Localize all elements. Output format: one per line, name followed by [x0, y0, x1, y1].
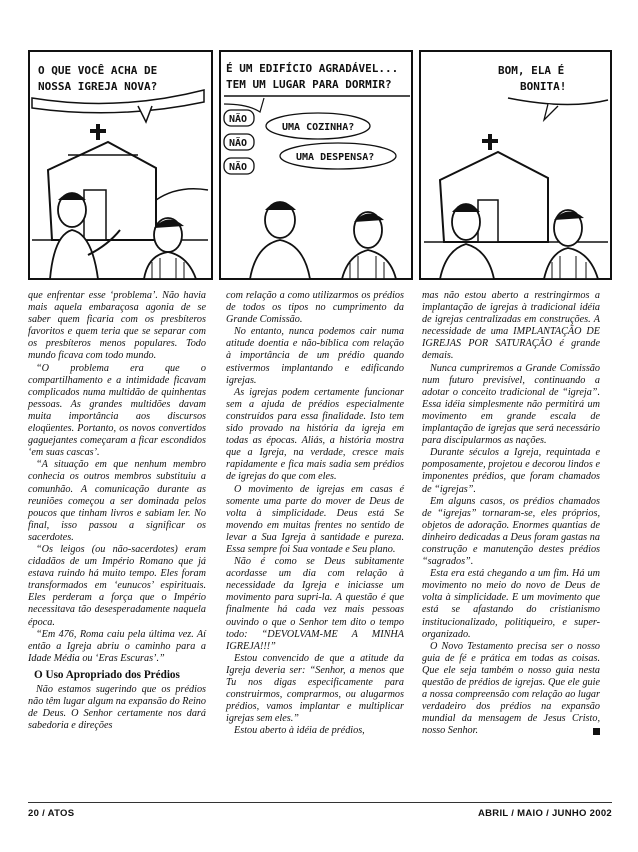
column-3-paragraph: Durante séculos a Igreja, requintada e pomposamente, projetou e decorou lindos e imponentes prédios, que foram chamados de “igrejas”. [422, 447, 600, 495]
panel-3-speech-line-1: BOM, ELA É [498, 64, 565, 77]
panel-2-answer-1: NÃO [229, 114, 248, 125]
article-column-2 [226, 290, 404, 737]
column-3-paragraph: mas não estou aberto a restringirmos a implantação de igrejas à tradicional idéia de igrejas centralizadas em construções. A necessidade de uma IMPLANTAÇÃO DE IGREJAS POR SATURAÇÃO é grande demais. [422, 290, 600, 362]
column-2-paragraph: com relação a como utilizarmos os prédios de todos os tipos no cumprimento da Grande Comissão. [226, 290, 404, 326]
column-1-paragraph: que enfrentar esse ‘problema’. Não havia mais aquela embaraçosa agonia de se saber quem ficaria com os presbíteros favoritos e quem teria que se separar com os presbíteros menos populares. Todo mundo ficava com todo mundo. [28, 290, 206, 362]
column-1-paragraph: “A situação em que nenhum membro conhecia os outros membros substituiu a comunhão. A comunicação durante as reuniões começou a ser dominada pelos poucos que tinham livros e sabiam ler. No final, isso passou a significar os sacerdotes. [28, 459, 206, 543]
panel-2-question-2: UMA DESPENSA? [296, 152, 375, 163]
footer-issue-date: ABRIL / MAIO / JUNHO 2002 [477, 808, 612, 819]
column-3-final-text: O Novo Testamento precisa ser o nosso guia de fé e prática em todas as coisas. Que ele seja também o nosso guia nesta questão de prédios de igrejas. Que ele guie a nossa compreensão com relação ao lugar verdadeiro dos prédios na expansão mundial da mensagem de Jesus Cristo, nosso Senhor. [422, 640, 600, 737]
column-2-paragraph: As igrejas podem certamente funcionar sem a ajuda de prédios especialmente construídos para essa finalidade. Isto tem sido provado na história da igreja em todas as épocas. Aliás, a história mostra que a Igreja, na verdade, cresce mais rapidamente e fica mais sadia sem prédios de igrejas do que com eles. [226, 386, 404, 483]
panel-2-speech-line-2: TEM UM LUGAR PARA DORMIR? [226, 78, 392, 91]
comic-strip [28, 50, 612, 280]
column-1-paragraph: Não estamos sugerindo que os prédios não têm lugar algum na expansão do Reino de Deus. O Senhor certamente nos dará sabedoria e direções [28, 684, 206, 732]
panel-1-speech-line-1: O QUE VOCÊ ACHA DE [38, 64, 158, 77]
column-2-paragraph: Estou convencido de que a atitude da Igreja deveria ser: “Senhor, a menos que Tu nos digas especificamente para construirmos, comprarmos, ou alugarmos prédios, vamos implantar e multiplicar igrejas sem eles.” [226, 652, 404, 725]
column-3-paragraph [422, 641, 600, 738]
column-2-paragraph: O movimento de igrejas em casas é somente uma parte do mover de Deus de volta à simplicidade. Deus está Se movendo em muitas frentes no sentido de levar a Sua Igreja à santidade e pureza. Essa sempre foi Sua vontade e Seu plano. [226, 483, 404, 555]
section-heading: O Uso Apropriado dos Prédios [34, 668, 180, 681]
panel-2-answer-2: NÃO [229, 138, 248, 149]
column-2-paragraph: Não é como se Deus subitamente acordasse um dia com relação à necessidade da Igreja e iniciasse um movimento para supri-la. A questão é que finalmente há cada vez mais pessoas ouvindo o que o Senhor tem dito o tempo todo: “DEVOLVAM-ME A MINHA IGREJA!!!” [226, 556, 404, 652]
article-column-1 [28, 290, 206, 732]
column-1-paragraph: “Em 476, Roma caiu pela última vez. Aí então a Igreja abriu o caminho para a Idade Média ou ‘Eras Escuras’.” [28, 628, 206, 664]
footer-rule [28, 802, 612, 803]
end-of-article-mark [593, 728, 600, 735]
article-column-3 [422, 290, 600, 737]
column-1-paragraph: “Os leigos (ou não-sacerdotes) eram cidadãos de um Império Romano que já estava ruindo há muito tempo. Eles foram transformados em ‘eunucos’ espirituais. Eles perderam a força que o Império necessitava tão desesperadamente naquela época. [28, 543, 206, 628]
panel-2-speech-line-1: É UM EDIFÍCIO AGRADÁVEL... [226, 62, 399, 75]
column-2-paragraph: Estou aberto à idéia de prédios, [234, 725, 365, 737]
panel-2-question-1: UMA COZINHA? [282, 122, 355, 133]
column-2-paragraph: No entanto, nunca podemos cair numa atitude doentia e não-bíblica com relação à importância de um prédio quando estivermos implantando e edificando igrejas. [226, 326, 404, 386]
column-3-paragraph: Nunca cumpriremos a Grande Comissão num futuro previsível, continuando a adotar o conceito tradicional de “igreja”. Essa idéia simplesmente não permitirá um movimento em grande escala de implantação de igrejas que será necessário para discipularmos as nações. [422, 362, 600, 447]
panel-1-speech-line-2: NOSSA IGREJA NOVA? [38, 80, 158, 93]
footer-page-number: 20 / ATOS [28, 808, 75, 819]
column-3-paragraph: Esta era está chegando a um fim. Há um movimento no meio do novo de Deus de volta à simplicidade. E um movimento que está se afastando do cristianismo institucionalizado, politiqueiro, e super-organizado. [422, 568, 600, 640]
panel-2-answer-3: NÃO [229, 162, 248, 173]
column-3-paragraph: Em alguns casos, os prédios chamados de “igrejas” tornaram-se, eles próprios, objetos de adoração. Enormes quantias de dinheiro dedicadas a Deus foram gastas na construção e manutenção destes prédios “sagrados”. [422, 495, 600, 568]
panel-3-speech-line-2: BONITA! [520, 80, 567, 93]
column-1-paragraph: “O problema era que o compartilhamento e a intimidade ficavam complicados numa multidão de quinhentas pessoas. As grandes multidões davam muita importância aos discursos eloqüentes. Portanto, os novos convertidos gaguejantes começaram a ficar escondidos ‘em suas cascas’. [28, 362, 206, 459]
